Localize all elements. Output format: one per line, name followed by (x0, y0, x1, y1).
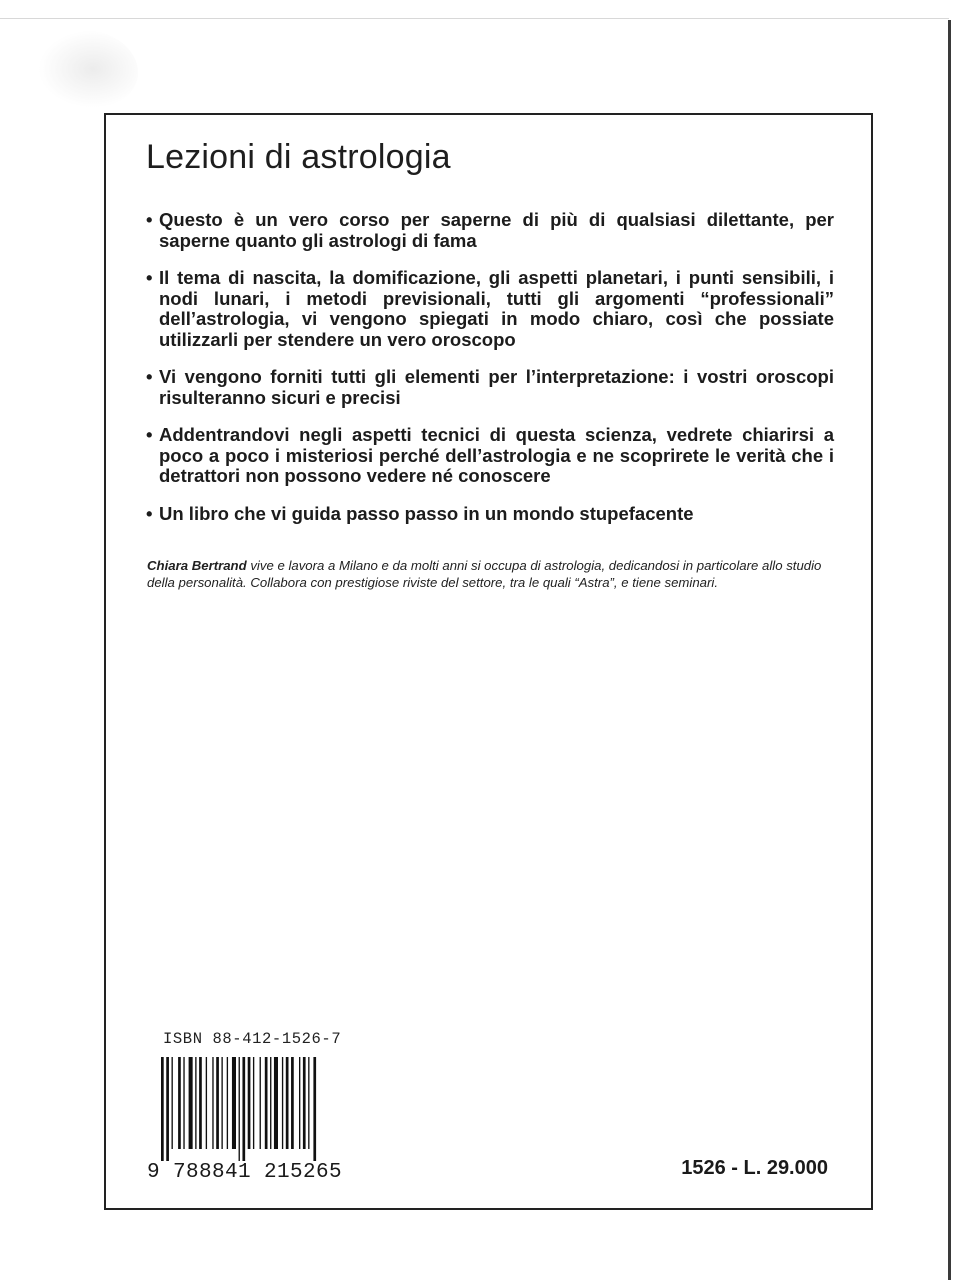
barcode-bar (291, 1057, 294, 1149)
author-bio-text: vive e lavora a Milano e da molti anni si occupa di astrologia, dedicandosi in particolare allo studio della personalità. Collabora con prestigiose riviste del settore, tra le quali “Astra”, e tiene seminari. (147, 558, 822, 590)
barcode-bar (189, 1057, 193, 1149)
list-item (146, 504, 834, 525)
barcode-bar (183, 1057, 184, 1149)
barcode-bar (199, 1057, 202, 1149)
barcode (159, 1057, 339, 1161)
isbn-label: ISBN 88-412-1526-7 (163, 1030, 342, 1048)
barcode-bar (161, 1057, 164, 1161)
barcode-bar (248, 1057, 251, 1149)
barcode-bar (206, 1057, 207, 1149)
list-item (146, 367, 834, 408)
barcode-bar (253, 1057, 254, 1149)
stain-mark (38, 30, 138, 108)
barcode-bar (195, 1057, 196, 1149)
barcode-bar (286, 1057, 289, 1149)
list-item-text: Un libro che vi guida passo passo in un mondo stupefacente (159, 502, 694, 524)
feature-list (146, 210, 834, 541)
author-name: Chiara Bertrand (147, 558, 247, 573)
bullet-icon: • (146, 366, 153, 387)
barcode-bar (232, 1057, 236, 1149)
paper-right-edge (948, 20, 951, 1280)
list-item-text: Addentrandovi negli aspetti tecnici di questa scienza, vedrete chiarirsi a poco a poco i misteriosi perché dell’astrologia e ne scoprirete le verità che i detrattori non possono vedere né conoscere (159, 424, 834, 486)
barcode-bar (274, 1057, 278, 1149)
price-label: 1526 - L. 29.000 (681, 1157, 828, 1179)
barcode-bar (265, 1057, 268, 1149)
barcode-bar (242, 1057, 245, 1161)
barcode-bar (270, 1057, 271, 1149)
list-item-text: Il tema di nascita, la domificazione, gli aspetti planetari, i punti sensibili, i nodi lunari, i metodi previsionali, tutti gli argomenti “professionali” dell’astrologia, vi vengono spiegati in modo chiaro, così che possiate utilizzarli per stendere un vero oroscopo (159, 267, 834, 350)
barcode-bar (227, 1057, 228, 1149)
barcode-bar (303, 1057, 306, 1149)
barcode-bar (313, 1057, 316, 1161)
barcode-bar (282, 1057, 283, 1149)
bullet-icon: • (146, 209, 153, 230)
bullet-icon: • (146, 502, 153, 524)
barcode-bar (308, 1057, 309, 1149)
paper-top-edge (0, 18, 949, 19)
barcode-bar (221, 1057, 222, 1149)
book-title: Lezioni di astrologia (146, 138, 451, 176)
barcode-bar (260, 1057, 261, 1149)
barcode-digits: 9 788841 215265 (147, 1161, 343, 1184)
list-item-text: Vi vengono forniti tutti gli elementi per l’interpretazione: i vostri oroscopi risulteranno sicuri e precisi (159, 366, 834, 408)
barcode-bar (178, 1057, 181, 1149)
list-item (146, 425, 834, 487)
list-item (146, 268, 834, 350)
barcode-bar (172, 1057, 173, 1149)
barcode-bar (166, 1057, 169, 1161)
list-item-text: Questo è un vero corso per saperne di più di qualsiasi dilettante, per saperne quanto gli astrologi di fama (159, 209, 834, 251)
bullet-icon: • (146, 424, 153, 445)
barcode-bar (212, 1057, 213, 1149)
bullet-icon: • (146, 267, 153, 288)
barcode-bar (299, 1057, 300, 1149)
barcode-bar (216, 1057, 219, 1149)
author-bio (147, 557, 837, 591)
list-item (146, 210, 834, 251)
barcode-bar (239, 1057, 240, 1161)
